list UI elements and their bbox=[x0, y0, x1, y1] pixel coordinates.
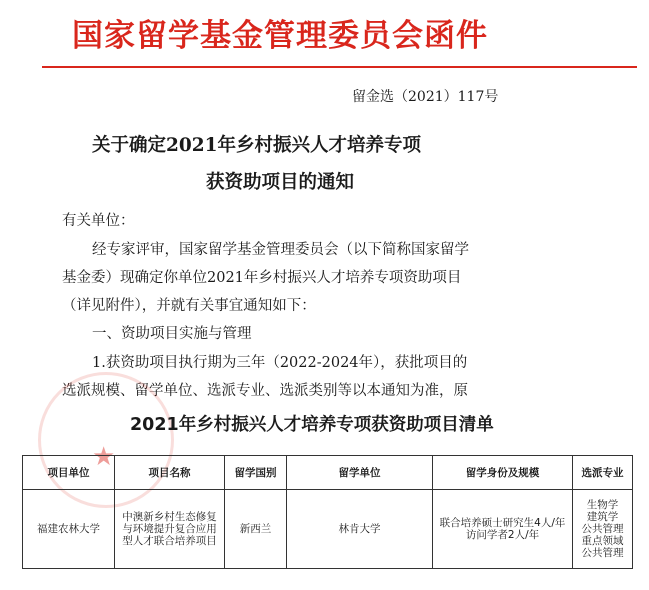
major-line: 公共管理 bbox=[581, 523, 624, 535]
identity-line: 访问学者2人/年 bbox=[465, 529, 540, 541]
notice-title-line-1: 关于确定2021年乡村振兴人才培养专项 bbox=[92, 135, 421, 156]
cell-university: 林肯大学 bbox=[287, 490, 433, 569]
header-major: 选派专业 bbox=[573, 456, 633, 490]
body-line: 选派规模、留学单位、选派专业、选派类别等以本通知为准，原 bbox=[62, 383, 468, 399]
body-line: 基金委）现确定你单位2021年乡村振兴人才培养专项资助项目 bbox=[62, 270, 462, 286]
cell-project bbox=[115, 490, 225, 569]
table-header-row bbox=[23, 456, 633, 490]
header-unit: 项目单位 bbox=[23, 456, 115, 490]
project-table bbox=[22, 455, 633, 569]
addressee: 有关单位： bbox=[62, 213, 135, 229]
cell-country: 新西兰 bbox=[225, 490, 287, 569]
header-university: 留学单位 bbox=[287, 456, 433, 490]
header-identity: 留学身份及规模 bbox=[433, 456, 573, 490]
body-line: 1.获资助项目执行期为三年（2022-2024年），获批项目的 bbox=[92, 355, 468, 371]
table-row bbox=[23, 490, 633, 569]
major-line: 建筑学 bbox=[586, 511, 619, 523]
notice-title-line-2: 获资助项目的通知 bbox=[206, 172, 355, 193]
cell-major bbox=[573, 490, 633, 569]
seal-star-icon: ★ bbox=[92, 442, 116, 472]
table-title: 2021年乡村振兴人才培养专项获资助项目清单 bbox=[130, 415, 494, 435]
project-line: 型人才联合培养项目 bbox=[122, 535, 217, 547]
cell-unit: 福建农林大学 bbox=[23, 490, 115, 569]
project-line: 中澳新乡村生态修复 bbox=[122, 511, 217, 523]
body-line: （详见附件），并就有关事宜通知如下： bbox=[62, 298, 316, 314]
major-line: 生物学 bbox=[586, 499, 619, 511]
project-line: 与环境提升复合应用 bbox=[122, 523, 217, 535]
major-line: 公共管理 bbox=[581, 547, 624, 559]
letterhead-title: 国家留学基金管理委员会函件 bbox=[72, 18, 488, 54]
major-line: 重点领域 bbox=[581, 535, 624, 547]
document-number: 留金选（2021）117号 bbox=[352, 89, 499, 105]
cell-identity bbox=[433, 490, 573, 569]
letterhead-divider bbox=[42, 66, 637, 68]
body-line: 经专家评审，国家留学基金管理委员会（以下简称国家留学 bbox=[92, 242, 469, 258]
header-country: 留学国别 bbox=[225, 456, 287, 490]
header-project: 项目名称 bbox=[115, 456, 225, 490]
identity-line: 联合培养硕士研究生4人/年 bbox=[439, 517, 566, 529]
section-heading: 一、资助项目实施与管理 bbox=[92, 326, 252, 342]
